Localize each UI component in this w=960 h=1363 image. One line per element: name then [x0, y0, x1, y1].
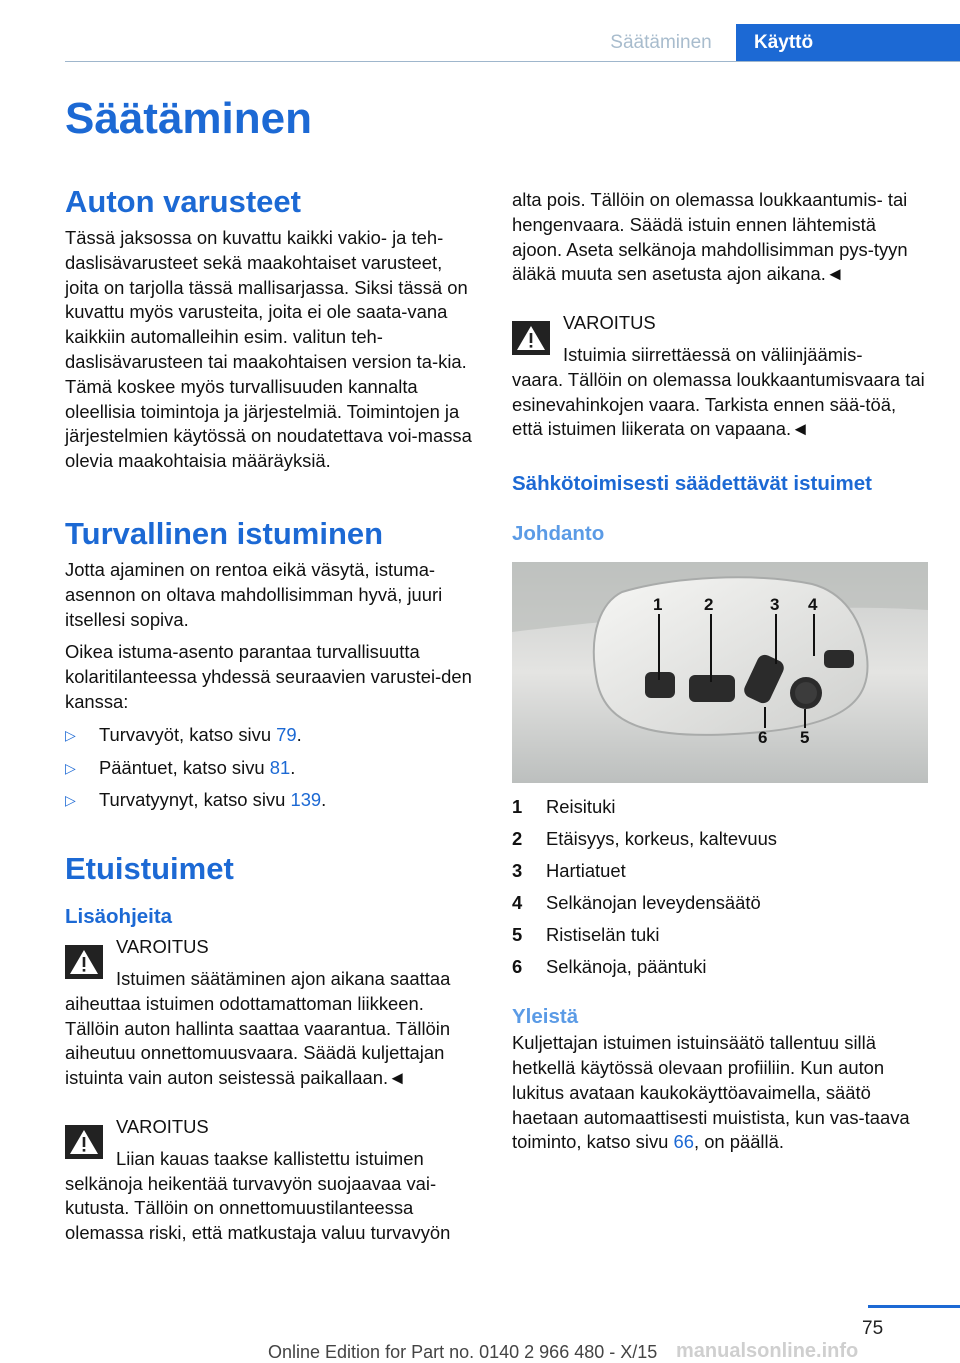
electric-seats-heading: Sähkötoimisesti säädettävät istuimet — [512, 472, 873, 496]
figure-legend — [512, 791, 928, 983]
warning-text-line1: Istuimen säätäminen ajon aikana saattaa — [116, 967, 451, 989]
warning-triangle-icon — [512, 321, 550, 355]
figure-label-3: 3 — [770, 595, 780, 615]
left-column — [65, 182, 480, 1246]
page-link-66[interactable]: 66 — [673, 1131, 694, 1153]
footer-rule — [868, 1305, 960, 1308]
figure-label-5: 5 — [800, 728, 810, 748]
seat-controls-figure — [512, 562, 928, 783]
list-item: ▷ Pääntuet, katso sivu 81. — [65, 756, 480, 781]
warning-title: VAROITUS — [563, 312, 656, 334]
bullet-triangle-icon: ▷ — [65, 792, 76, 809]
figure-label-4: 4 — [808, 595, 818, 615]
header-chapter-tab: Käyttö — [736, 24, 960, 61]
list-item: ▷ Turvavyöt, katso sivu 79. — [65, 723, 480, 748]
right-column — [512, 188, 928, 1155]
page-title: Säätäminen — [65, 94, 312, 143]
intro-heading: Johdanto — [512, 522, 605, 546]
header-rule — [65, 61, 960, 62]
general-text: Kuljettajan istuimen istuinsäätö tallentuu sillä hetkellä käytössä olevaan profiiliin. Kun auton lukitus avataan kaukokäyttöavaimella, säätö haetaan automaattisesti muistista, kun vas-taava toiminto, katso sivu 66, on päällä. — [512, 1032, 910, 1153]
warning-block — [512, 311, 928, 442]
warning-title: VAROITUS — [116, 936, 209, 958]
general-heading: Yleistä — [512, 1005, 579, 1029]
warning-triangle-icon — [65, 945, 103, 979]
equipment-heading: Auton varusteet — [65, 184, 301, 219]
warning-text-line1: Liian kauas taakse kallistettu istuimen — [116, 1147, 424, 1169]
page-link-81[interactable]: 81 — [269, 756, 291, 778]
figure-label-2: 2 — [704, 595, 714, 615]
seat-controls-illustration — [512, 562, 928, 783]
equipment-bullet-list — [65, 723, 480, 813]
list-item: 3 Hartiatuet — [512, 860, 626, 882]
footer-edition: Online Edition for Part no. 0140 2 966 480 - X/15 — [268, 1342, 658, 1362]
warning-block — [65, 1115, 480, 1246]
bullet-triangle-icon: ▷ — [65, 759, 76, 776]
page-link-79[interactable]: 79 — [276, 723, 297, 745]
warning-text: vaara. Tällöin on olemassa loukkaantumisvaara tai esinevahinkojen vaara. Tarkista ennen sää-töä, että istuimen liikerata on vapaana.◄ — [512, 368, 925, 440]
warning-text: selkänoja heikentää turvavyön suojaavaa vai-kutusta. Tällöin on onnettomuustilanteessa olemassa riski, että matkustaja valuu turvavyön — [65, 1172, 451, 1244]
page-number: 75 — [862, 1318, 884, 1339]
list-item: 2 Etäisyys, korkeus, kaltevuus — [512, 828, 777, 850]
warning-text: aiheuttaa istuimen odottamattoman liikkeen. Tällöin auton hallinta saattaa vaarantua. Tällöin aiheutuu onnettomuusvaara. Säädä kuljettajan istuinta vain auton seistessä paikallaan.◄ — [65, 992, 451, 1089]
watermark: manualsonline.info — [676, 1340, 859, 1362]
continued-warning-text: alta pois. Tällöin on olemassa loukkaantumis- tai hengenvaara. Säädä istuin ennen lähtemistä ajoon. Aseta selkänoja mahdollisimman pys-tyyn äläkä muuta sen asetusta ajon aikana.◄ — [512, 189, 908, 285]
list-item: 6 Selkänoja, pääntuki — [512, 956, 707, 978]
list-item: 5 Ristiselän tuki — [512, 924, 660, 946]
figure-label-1: 1 — [653, 595, 663, 615]
safe-seating-text-1: Jotta ajaminen on rentoa eikä väsytä, istuma-asennon on oltava mahdollisimman hyvä, juuri itsellesi sopiva. — [65, 558, 443, 630]
safe-seating-heading: Turvallinen istuminen — [65, 515, 384, 551]
warning-triangle-icon — [65, 1125, 103, 1159]
list-item: 4 Selkänojan leveydensäätö — [512, 892, 761, 914]
header-section-label: Säätäminen — [588, 24, 734, 61]
warning-title: VAROITUS — [116, 1115, 209, 1137]
equipment-text: Tässä jaksossa on kuvattu kaikki vakio- ja teh-daslisävarusteet sekä maakohtaiset varusteet, joita on tarjolla tässä mallisarjassa. Siksi tässä on kuvattu myös varusteita, joita ei ole saata-vana kaikkiin automalleihin esim. valitun teh-daslisävarusteen tai maakohtaisen version ta-kia. Tämä koskee myös turvallisuuden kannalta oleellisia toimintoja ja järjestelmiä. Toimintojen ja järjestelmien käytössä on noudatettava voi-massa olevia maakohtaisia määräyksiä. — [65, 227, 472, 472]
additional-notes-heading: Lisäohjeita — [65, 905, 173, 929]
bullet-triangle-icon: ▷ — [65, 726, 76, 743]
list-item: ▷ Turvatyynyt, katso sivu 139. — [65, 788, 480, 813]
safe-seating-text-2: Oikea istuma-asento parantaa turvallisuutta kolaritilanteessa yhdessä seuraavien varustei-den kanssa: — [65, 641, 472, 712]
warning-block — [65, 935, 480, 1091]
front-seats-heading: Etuistuimet — [65, 851, 234, 887]
list-item: 1 Reisituki — [512, 796, 616, 818]
warning-text-line1: Istuimia siirrettäessä on väliinjäämis- — [563, 343, 863, 365]
page-link-139[interactable]: 139 — [290, 789, 322, 811]
figure-label-6: 6 — [758, 728, 768, 748]
